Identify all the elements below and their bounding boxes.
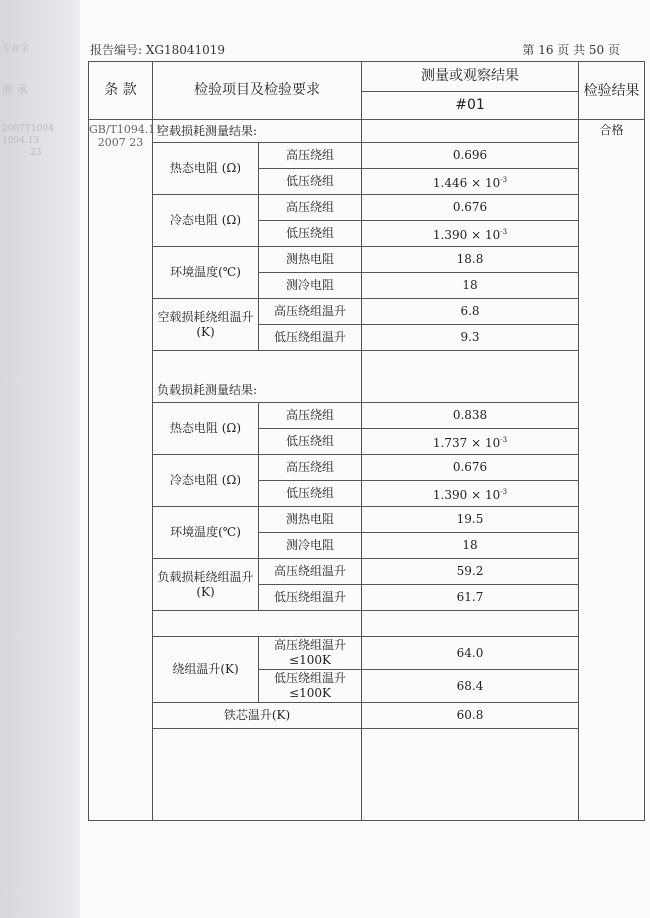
noload-cold-hv-label: 高压绕组 — [259, 195, 362, 221]
winding-rise-hv-value: 64.0 — [362, 637, 579, 670]
winding-rise-hv-label: 高压绕组温升≤100K — [259, 637, 362, 670]
load-hot-lv-value: $1.737 \times 10^{-3}$ — [362, 429, 579, 455]
noload-rise-label: 空载损耗绕组温升(K) — [153, 299, 259, 351]
margin-text: 1094.13 — [2, 136, 40, 146]
noload-ambient-cold-label: 测冷电阻 — [259, 273, 362, 299]
noload-rise-lv-value: 9.3 — [362, 325, 579, 351]
noload-hot-lv-value: $1.446 \times 10^{-3}$ — [362, 169, 579, 195]
header-sample: #01 — [362, 92, 579, 120]
load-hot-lv-label: 低压绕组 — [259, 429, 362, 455]
noload-hot-lv-label: 低压绕组 — [259, 169, 362, 195]
load-rise-hv-label: 高压绕组温升 — [259, 559, 362, 585]
load-hot-res-label: 热态电阻 (Ω) — [153, 403, 259, 455]
winding-rise-label: 绕组温升(K) — [153, 637, 259, 703]
load-ambient-hot-value: 19.5 — [362, 507, 579, 533]
winding-rise-lv-value: 68.4 — [362, 670, 579, 703]
header-clause: 条 款 — [89, 62, 153, 120]
page-number: 第 16 页 共 50 页 — [522, 43, 620, 57]
empty-cell — [362, 611, 579, 637]
empty-cell — [362, 351, 579, 403]
load-rise-lv-value: 61.7 — [362, 585, 579, 611]
load-hot-hv-label: 高压绕组 — [259, 403, 362, 429]
core-rise-label: 铁芯温升(K) — [153, 703, 362, 729]
noload-cold-lv-label: 低压绕组 — [259, 221, 362, 247]
noload-cold-lv-value: $1.390 \times 10^{-3}$ — [362, 221, 579, 247]
empty-cell — [362, 729, 579, 821]
margin-text: 2007T1094 — [2, 124, 54, 134]
empty-cell — [153, 611, 362, 637]
load-hot-hv-value: 0.838 — [362, 403, 579, 429]
noload-rise-hv-label: 高压绕组温升 — [259, 299, 362, 325]
header-result: 检验结果 — [579, 62, 645, 120]
noload-rise-hv-value: 6.8 — [362, 299, 579, 325]
noload-hot-hv-label: 高压绕组 — [259, 143, 362, 169]
header-measure: 测量或观察结果 — [362, 62, 579, 92]
load-ambient-cold-value: 18 — [362, 533, 579, 559]
header-item: 检验项目及检验要求 — [153, 62, 362, 120]
noload-cold-res-label: 冷态电阻 (Ω) — [153, 195, 259, 247]
noload-ambient-hot-label: 测热电阻 — [259, 247, 362, 273]
load-ambient-label: 环境温度(℃) — [153, 507, 259, 559]
noload-ambient-hot-value: 18.8 — [362, 247, 579, 273]
core-rise-value: 60.8 — [362, 703, 579, 729]
empty-cell — [153, 729, 362, 821]
margin-text: 23 — [30, 148, 42, 158]
empty-cell — [362, 120, 579, 143]
load-cold-hv-label: 高压绕组 — [259, 455, 362, 481]
load-ambient-cold-label: 测冷电阻 — [259, 533, 362, 559]
clause-reference: GB/T1094.11-2007 23 — [89, 120, 153, 821]
load-rise-label: 负载损耗绕组温升(K) — [153, 559, 259, 611]
noload-title: 空载损耗测量结果: — [153, 120, 362, 143]
binding-spine — [0, 0, 92, 918]
noload-cold-hv-value: 0.676 — [362, 195, 579, 221]
load-ambient-hot-label: 测热电阻 — [259, 507, 362, 533]
noload-hot-res-label: 热态电阻 (Ω) — [153, 143, 259, 195]
load-cold-lv-label: 低压绕组 — [259, 481, 362, 507]
result-value: 合格 — [579, 120, 645, 821]
margin-text: 准 承 — [2, 83, 28, 96]
noload-ambient-cold-value: 18 — [362, 273, 579, 299]
winding-rise-lv-label: 低压绕组温升≤100K — [259, 670, 362, 703]
inspection-table — [88, 61, 645, 821]
noload-ambient-label: 环境温度(℃) — [153, 247, 259, 299]
load-rise-hv-value: 59.2 — [362, 559, 579, 585]
report-number: 报告编号: XG18041019 — [90, 43, 226, 57]
load-cold-hv-value: 0.676 — [362, 455, 579, 481]
load-cold-lv-value: $1.390 \times 10^{-3}$ — [362, 481, 579, 507]
load-title: 负载损耗测量结果: — [153, 351, 362, 403]
load-cold-res-label: 冷态电阻 (Ω) — [153, 455, 259, 507]
noload-hot-hv-value: 0.696 — [362, 143, 579, 169]
margin-text: 专业字 — [2, 44, 30, 54]
noload-rise-lv-label: 低压绕组温升 — [259, 325, 362, 351]
load-rise-lv-label: 低压绕组温升 — [259, 585, 362, 611]
